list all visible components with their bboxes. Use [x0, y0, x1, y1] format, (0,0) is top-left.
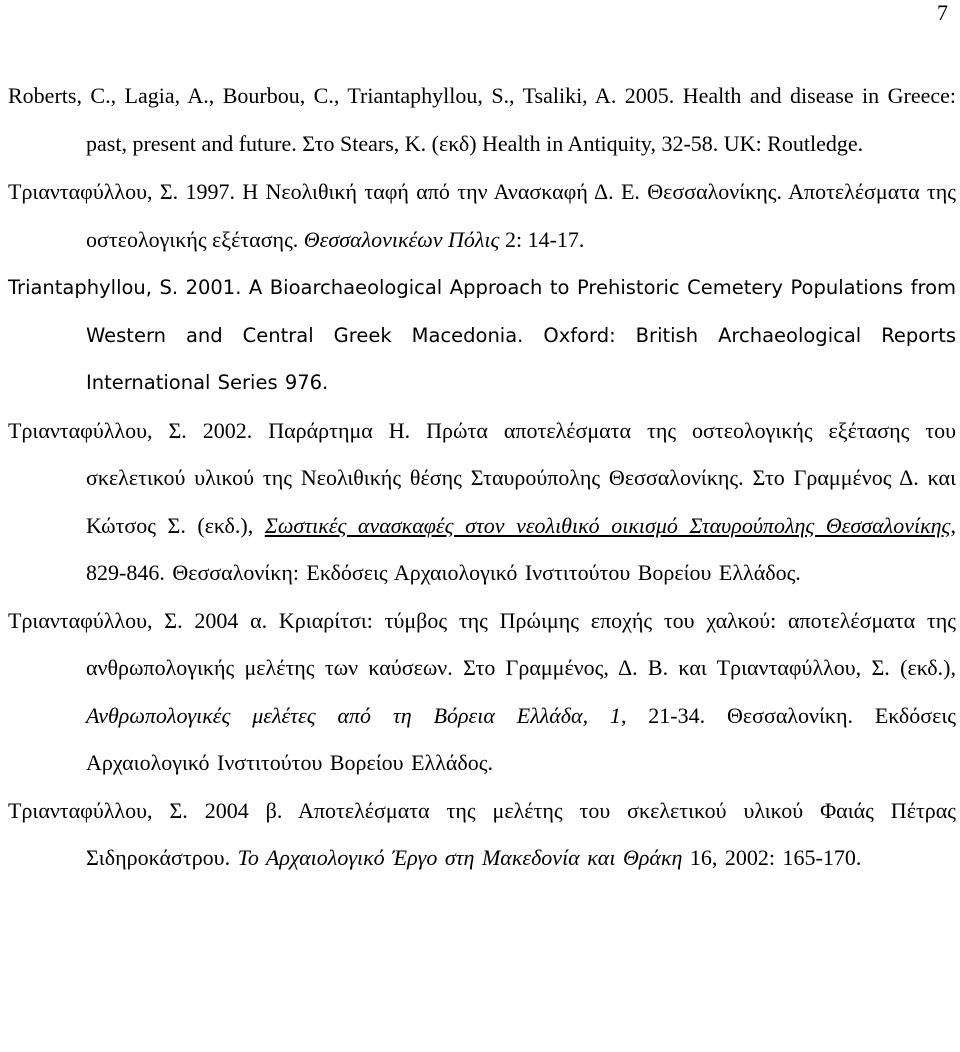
reference-text: Τριανταφύλλου, Σ. 2004 β. Αποτελέσματα της μελέτης του σκελετικού υλικού Φαιάς Πέτρας Σιδηροκάστρου. [8, 797, 956, 870]
reference-text: , 829-846. Θεσσαλονίκη: Εκδόσεις Αρχαιολογικό Ινστιτούτου Βορείου Ελλάδος. [86, 512, 956, 585]
reference-text: Roberts, C., Lagia, A., Bourbou, C., Triantaphyllou, S., Tsaliki, A. 2005. Health and disease in Greece: past, present and future. Στο Stears, K. (εκδ) Health in Antiquity, 32-58. UK: Routledge. [8, 83, 956, 156]
reference-entry [8, 168, 956, 264]
page-number: 7 [937, 0, 948, 25]
reference-text: 2: 14-17. [499, 227, 585, 252]
journal-title: Το Αρχαιολογικό Έργο στη Μακεδονία και Θράκη [237, 845, 683, 870]
reference-text: Τριανταφύλλου, Σ. 2004 α. Κριαρίτσι: τύμβος της Πρώιμης εποχής του χαλκού: αποτελέσματα της ανθρωπολογικής μελέτης των καύσεων. Στο Γραμμένος, Δ. Β. και Τριανταφύλλου, Σ. (εκδ.), [8, 607, 956, 680]
reference-entry [8, 407, 956, 597]
book-title: Ανθρωπολογικές μελέτες από τη Βόρεια Ελλάδα, 1 [86, 702, 621, 728]
reference-text: Τριανταφύλλου, Σ. 1997. Η Νεολιθική ταφή από την Ανασκαφή Δ. Ε. Θεσσαλονίκης. Αποτελέσματα της οστεολογικής εξέτασης. [8, 179, 956, 252]
reference-text: , 21-34. Θεσσαλονίκη. Εκδόσεις Αρχαιολογικό Ινστιτούτου Βορείου Ελλάδος. [86, 702, 956, 775]
reference-entry [8, 787, 956, 882]
reference-entry [8, 72, 956, 168]
reference-list [8, 72, 956, 882]
reference-entry [8, 597, 956, 787]
reference-text: 16, 2002: 165-170. [682, 845, 862, 870]
reference-entry [8, 264, 956, 407]
reference-text: Τριανταφύλλου, Σ. 2002. Παράρτημα Η. Πρώτα αποτελέσματα της οστεολογικής εξέτασης του σκελετικού υλικού της Νεολιθικής θέσης Σταυρούπολης Θεσσαλονίκης. Στο Γραμμένος Δ. και Κώτσος Σ. (εκδ.), [8, 417, 956, 538]
journal-title: Θεσσαλονικέων Πόλις [303, 227, 500, 252]
book-title: Σωστικές ανασκαφές στον νεολιθικό οικισμό Σταυρούπολης Θεσσαλονίκης [264, 512, 951, 538]
reference-text: Triantaphyllou, S. 2001. A Bioarchaeological Approach to Prehistoric Cemetery Populations from Western and Central Greek Macedonia. Oxford: British Archaeological Reports International Series 976. [8, 276, 956, 394]
